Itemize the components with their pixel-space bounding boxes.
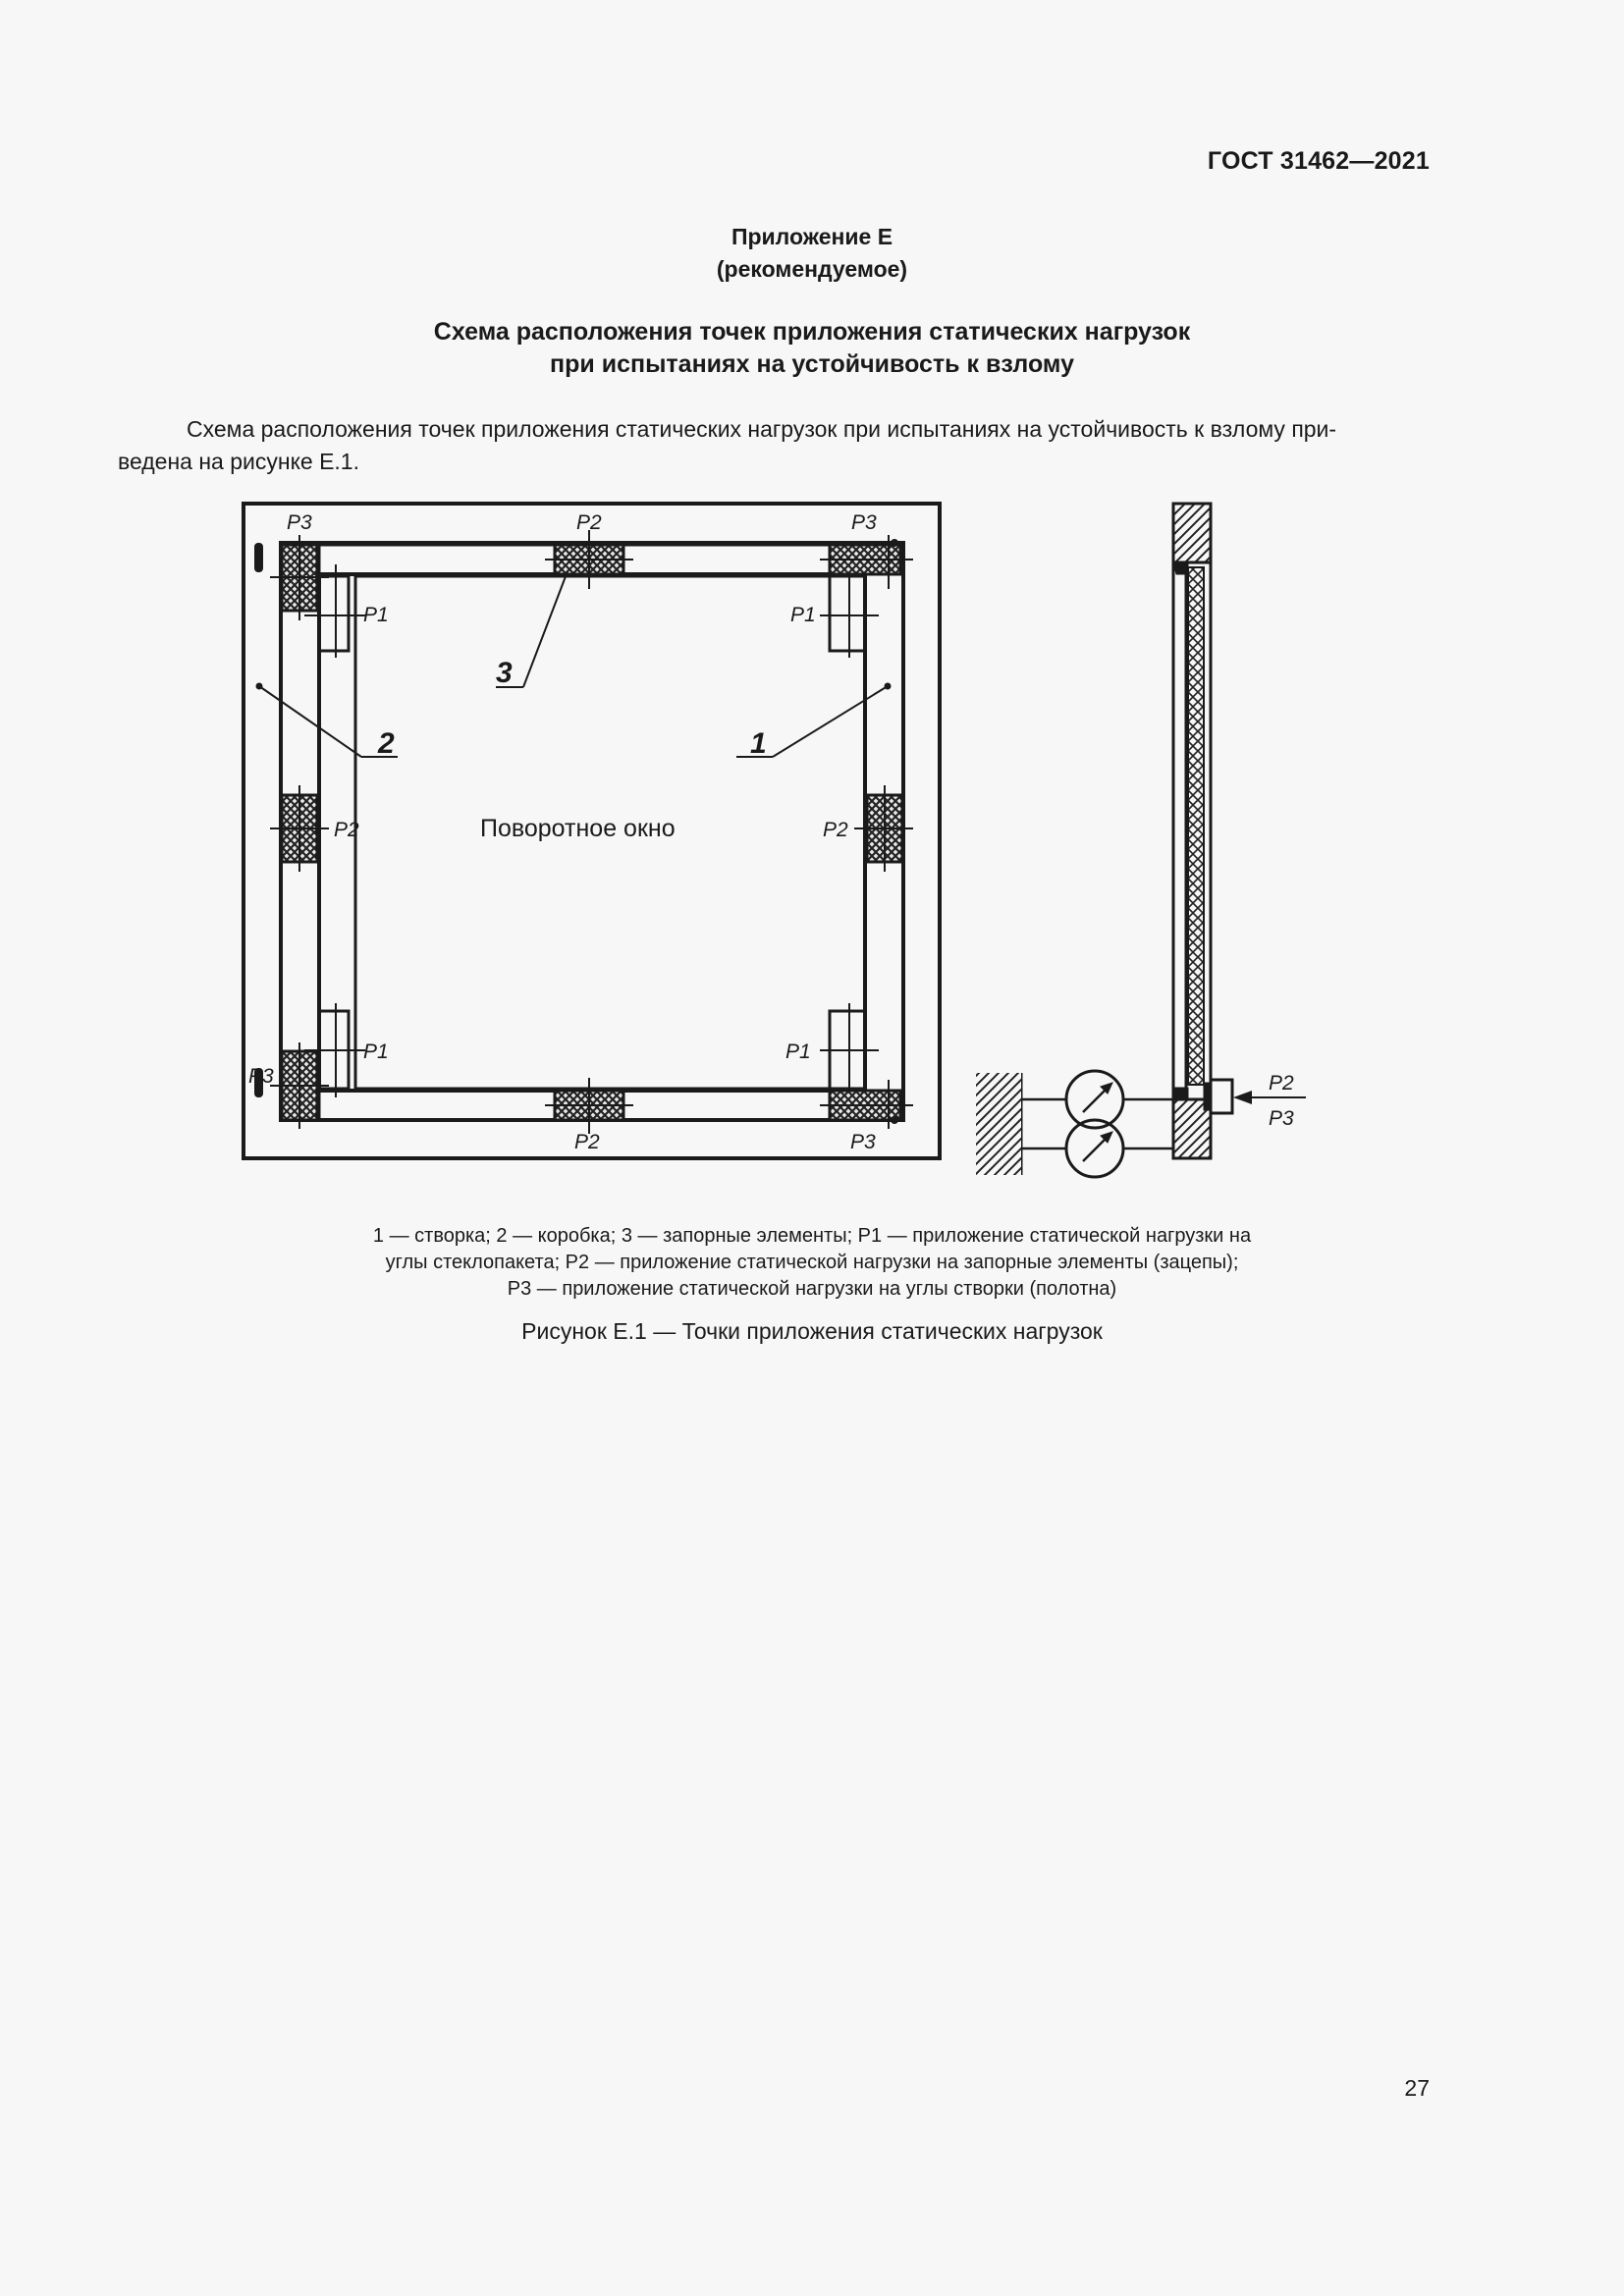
caption-line1: 1 — створка; 2 — коробка; 3 — запорные элементы; P1 — приложение статической нагрузки на: [372, 1225, 1252, 1247]
label-p3-top-right: P3: [851, 511, 877, 534]
appendix-status: (рекомендуемое): [716, 256, 908, 282]
label-p3-top-left: P3: [287, 511, 312, 534]
callout-leaders: [257, 571, 891, 757]
caption-line2: углы стеклопакета; P2 — приложение статической нагрузки на запорные элементы (зацепы);: [385, 1252, 1239, 1273]
callout-1: 1: [750, 727, 767, 760]
hinge-dot: [891, 539, 898, 547]
label-p1-top-left: P1: [363, 604, 389, 626]
label-p1-bottom-left: P1: [363, 1041, 389, 1063]
label-p2-right: P2: [823, 819, 848, 841]
label-p2-side: P2: [1269, 1072, 1294, 1095]
label-p3-side: P3: [1269, 1107, 1294, 1130]
label-p2-bottom: P2: [574, 1131, 600, 1153]
label-p1-top-right: P1: [790, 604, 816, 626]
label-p2-top: P2: [576, 511, 602, 534]
side-section: [1173, 504, 1232, 1158]
label-p2-left: P2: [334, 819, 359, 841]
section-title-line2: при испытаниях на устойчивость к взлому: [550, 350, 1074, 378]
callout-2: 2: [378, 727, 395, 760]
label-p1-bottom-right: P1: [785, 1041, 811, 1063]
handle-icon: [254, 543, 263, 572]
page-number: 27: [1404, 2075, 1430, 2101]
caption-line3: P3 — приложение статической нагрузки на углы створки (полотна): [507, 1278, 1117, 1300]
label-p3-bottom-left: P3: [248, 1065, 274, 1088]
measuring-setup: [976, 1071, 1178, 1177]
intro-line1: Схема расположения точек приложения статических нагрузок при испытаниях на устойчивость к взлому при-: [187, 416, 1337, 442]
intro-line2: ведена на рисунке Е.1.: [118, 449, 359, 474]
section-title-line1: Схема расположения точек приложения статических нагрузок: [433, 318, 1191, 346]
appendix-title: Приложение Е: [731, 224, 893, 249]
standard-number: ГОСТ 31462—2021: [1207, 147, 1430, 175]
callout-3: 3: [496, 657, 513, 689]
figure-title: Рисунок Е.1 — Точки приложения статических нагрузок: [521, 1318, 1103, 1344]
center-label: Поворотное окно: [480, 815, 676, 842]
label-p3-bottom-right: P3: [850, 1131, 876, 1153]
hinge-dot: [891, 1116, 898, 1124]
